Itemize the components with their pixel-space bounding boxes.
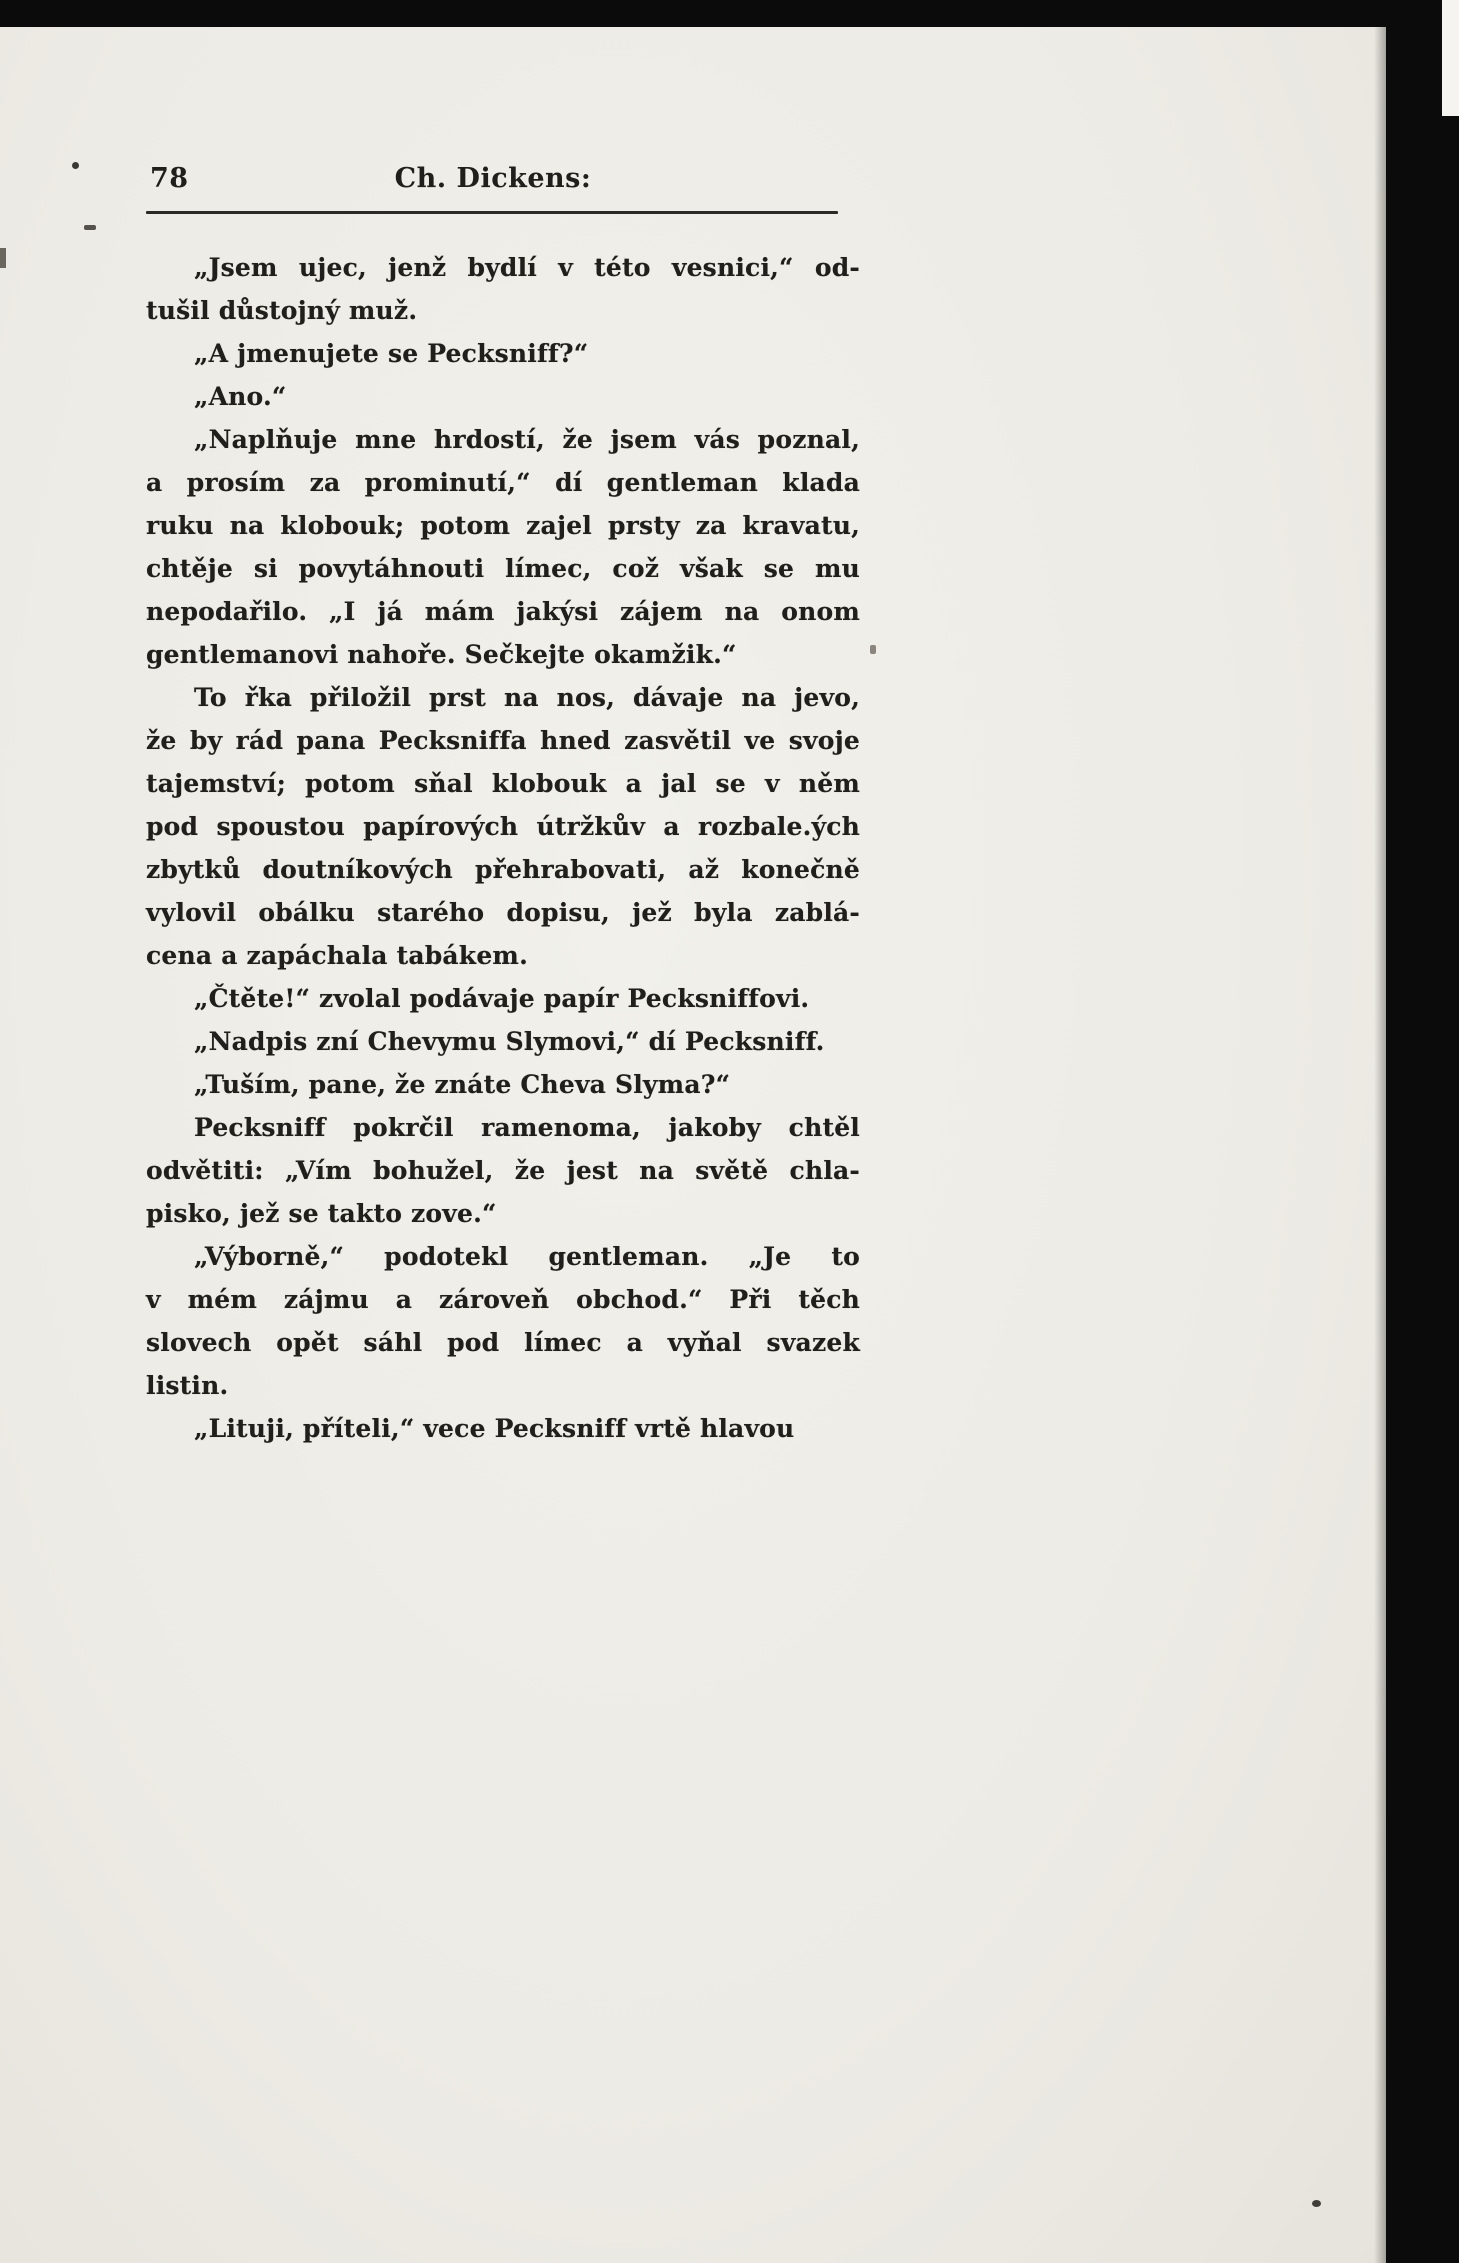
scan-corner-notch <box>1442 0 1459 116</box>
paragraph <box>146 375 860 418</box>
text-line: Pecksniff pokrčil ramenoma, jakoby chtěl <box>194 1113 860 1142</box>
paragraph <box>146 1063 860 1106</box>
text-line: chtěje si povytáhnouti límec, což však se mu <box>146 554 860 583</box>
scan-speck <box>0 248 6 268</box>
page-header <box>146 163 860 205</box>
text-line: v mém zájmu a zároveň obchod.“ Při těch <box>146 1285 860 1314</box>
paragraph <box>146 676 860 977</box>
paragraph <box>146 1106 860 1235</box>
text-line: „A jmenujete se Pecksniff?“ <box>194 339 589 368</box>
text-line: cena a zapáchala tabákem. <box>146 941 528 970</box>
text-block <box>146 246 860 1450</box>
scan-edge-right <box>1386 0 1459 2263</box>
text-line: „Tuším, pane, že znáte Cheva Slyma?“ <box>194 1070 731 1099</box>
text-line: ruku na klobouk; potom zajel prsty za kravatu, <box>146 511 860 540</box>
paragraph <box>146 1020 860 1063</box>
text-line: gentlemanovi nahoře. Sečkejte okamžik.“ <box>146 640 737 669</box>
text-line: vylovil obálku starého dopisu, jež byla zablá- <box>146 898 860 927</box>
text-line: tušil důstojný muž. <box>146 296 418 325</box>
text-line: listin. <box>146 1371 229 1400</box>
text-line: nepodařilo. „I já mám jakýsi zájem na onom <box>146 597 860 626</box>
page <box>0 27 1386 2263</box>
text-line: To řka přiložil prst na nos, dávaje na jevo, <box>194 683 860 712</box>
text-line: „Výborně,“ podotekl gentleman. „Je to <box>194 1242 860 1271</box>
scan-speck <box>72 162 79 169</box>
text-line: že by rád pana Pecksniffa hned zasvětil ve svoje <box>146 726 860 755</box>
text-line: „Jsem ujec, jenž bydlí v této vesnici,“ od- <box>194 253 860 282</box>
paragraph <box>146 246 860 332</box>
paragraph <box>146 1407 860 1450</box>
running-title: Ch. Dickens: <box>394 163 592 194</box>
text-line: „Ano.“ <box>194 382 287 411</box>
paragraph <box>146 977 860 1020</box>
paragraph <box>146 418 860 676</box>
text-line: „Naplňuje mne hrdostí, že jsem vás poznal, <box>194 425 860 454</box>
page-number: 78 <box>150 163 189 194</box>
text-line: „Nadpis zní Chevymu Slymovi,“ dí Pecksniff. <box>194 1027 825 1056</box>
scan-speck <box>1312 2200 1321 2207</box>
text-line: odvětiti: „Vím bohužel, že jest na světě chla- <box>146 1156 860 1185</box>
text-line: tajemství; potom sňal klobouk a jal se v něm <box>146 769 860 798</box>
page-content <box>146 163 860 1450</box>
text-line: „Čtěte!“ zvolal podávaje papír Pecksniffovi. <box>194 984 810 1013</box>
text-line: pisko, jež se takto zove.“ <box>146 1199 497 1228</box>
paragraph <box>146 332 860 375</box>
text-line: a prosím za prominutí,“ dí gentleman klada <box>146 468 860 497</box>
text-line: slovech opět sáhl pod límec a vyňal svazek <box>146 1328 860 1357</box>
text-line: pod spoustou papírových útržkův a rozbale.ých <box>146 812 860 841</box>
header-rule <box>146 211 838 214</box>
text-line: „Lituji, příteli,“ vece Pecksniff vrtě hlavou <box>194 1414 795 1443</box>
scan-speck <box>870 645 876 654</box>
scan-edge-top <box>0 0 1459 27</box>
scan-speck <box>84 225 96 230</box>
paragraph <box>146 1235 860 1407</box>
text-line: zbytků doutníkových přehrabovati, až konečně <box>146 855 860 884</box>
